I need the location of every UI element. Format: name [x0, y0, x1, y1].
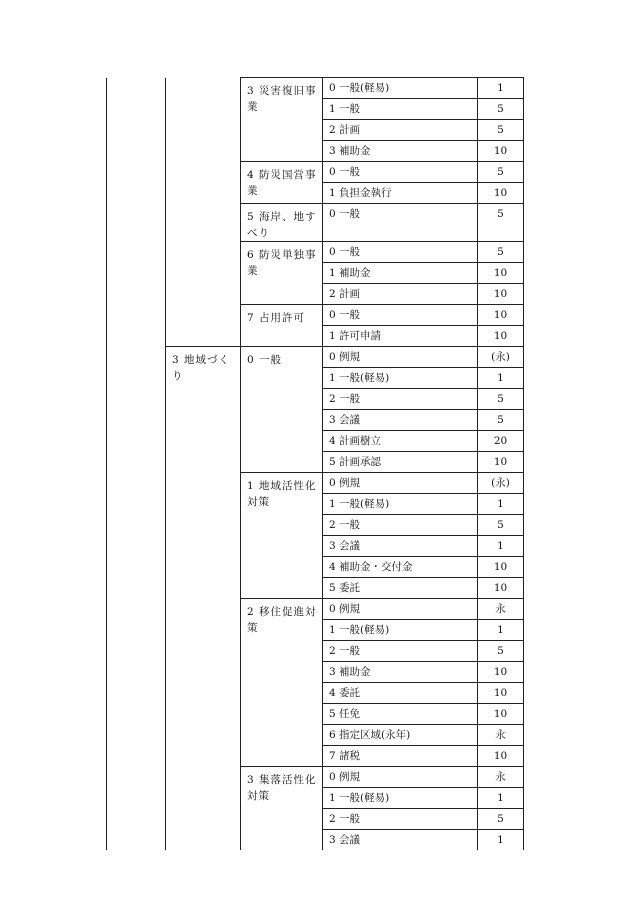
retention-cell: [478, 704, 524, 725]
detail-text: 0 例規: [329, 603, 361, 615]
detail-cell: [323, 242, 478, 263]
retention-cell: [478, 284, 524, 305]
retention-cell: [478, 305, 524, 326]
retention-period: 10: [493, 708, 508, 720]
retention-cell: [478, 557, 524, 578]
detail-text: 0 例規: [329, 351, 361, 363]
detail-cell: [323, 431, 478, 452]
retention-cell: [478, 162, 524, 183]
retention-period: 1: [497, 498, 504, 510]
category-cell: [241, 78, 323, 162]
retention-period: 5: [497, 103, 504, 115]
retention-period: 5: [497, 414, 504, 426]
detail-text: 3 会議: [329, 540, 361, 552]
detail-text: 0 例規: [329, 477, 361, 489]
detail-text: 1 一般(軽易): [329, 624, 390, 636]
retention-period: 10: [493, 145, 508, 157]
retention-cell: [478, 830, 524, 851]
detail-cell: [323, 578, 478, 599]
retention-period: 1: [497, 834, 504, 846]
retention-period: 1: [497, 624, 504, 636]
detail-text: 0 一般: [329, 208, 361, 220]
retention-cell: [478, 641, 524, 662]
detail-text: 1 負担金執行: [329, 187, 392, 199]
retention-cell: [478, 242, 524, 263]
detail-text: 1 一般(軽易): [329, 372, 390, 384]
detail-text: 0 一般: [329, 166, 361, 178]
detail-cell: [323, 641, 478, 662]
detail-cell: [323, 99, 478, 120]
detail-text: 1 許可申請: [329, 330, 382, 342]
detail-cell: [323, 515, 478, 536]
detail-text: 2 一般: [329, 645, 361, 657]
retention-period: 10: [493, 267, 508, 279]
detail-text: 4 補助金・交付金: [329, 561, 413, 573]
retention-cell: [478, 620, 524, 641]
category-label: 3 集落活性化対策: [247, 774, 317, 802]
retention-cell: [478, 809, 524, 830]
detail-cell: [323, 263, 478, 284]
retention-period: 10: [493, 330, 508, 342]
detail-text: 6 指定区域(永年): [329, 729, 411, 741]
detail-cell: [323, 141, 478, 162]
retention-period: (永): [491, 477, 510, 489]
detail-text: 2 計画: [329, 288, 361, 300]
detail-text: 0 一般(軽易): [329, 82, 390, 94]
retention-period: 10: [493, 288, 508, 300]
retention-cell: [478, 536, 524, 557]
detail-text: 2 一般: [329, 813, 361, 825]
category-cell: [241, 242, 323, 305]
detail-text: 2 計画: [329, 124, 361, 136]
detail-cell: [323, 162, 478, 183]
category-label: 0 一般: [247, 354, 283, 366]
retention-cell: [478, 368, 524, 389]
retention-period: 10: [493, 687, 508, 699]
detail-text: 2 一般: [329, 393, 361, 405]
detail-cell: [323, 78, 478, 99]
detail-cell: [323, 830, 478, 851]
detail-cell: [323, 662, 478, 683]
detail-text: 5 任免: [329, 708, 361, 720]
detail-cell: [323, 788, 478, 809]
retention-cell: [478, 725, 524, 746]
category-cell: [241, 305, 323, 347]
retention-cell: [478, 410, 524, 431]
detail-text: 1 補助金: [329, 267, 371, 279]
retention-period: 10: [493, 561, 508, 573]
retention-period: 1: [497, 792, 504, 804]
retention-cell: [478, 183, 524, 204]
category-label: 1 地域活性化対策: [247, 480, 317, 508]
retention-period: 5: [497, 246, 504, 258]
category-label: 3 災害復旧事業: [247, 85, 317, 113]
retention-cell: [478, 578, 524, 599]
retention-cell: [478, 515, 524, 536]
detail-text: 3 補助金: [329, 145, 371, 157]
detail-cell: [323, 347, 478, 368]
retention-schedule-table: [106, 77, 524, 850]
retention-period: (永): [491, 351, 510, 363]
retention-period: 5: [497, 519, 504, 531]
table-row: [107, 78, 524, 99]
detail-cell: [323, 326, 478, 347]
category-label: 7 占用許可: [247, 312, 306, 324]
table-row: [107, 347, 524, 368]
category-label: 6 防災単独事業: [247, 249, 317, 277]
detail-cell: [323, 767, 478, 788]
sub-category-label: 3 地域づくり: [172, 354, 231, 382]
detail-text: 0 例規: [329, 771, 361, 783]
detail-cell: [323, 725, 478, 746]
detail-text: 4 委託: [329, 687, 361, 699]
detail-text: 1 一般(軽易): [329, 498, 390, 510]
category-cell: [241, 599, 323, 767]
retention-cell: [478, 599, 524, 620]
retention-period: 5: [497, 124, 504, 136]
retention-period: 1: [497, 82, 504, 94]
detail-cell: [323, 305, 478, 326]
retention-period: 永: [495, 771, 506, 783]
retention-period: 5: [497, 166, 504, 178]
retention-period: 5: [497, 645, 504, 657]
detail-cell: [323, 368, 478, 389]
detail-text: 1 一般(軽易): [329, 792, 390, 804]
retention-cell: [478, 326, 524, 347]
category-cell: [241, 347, 323, 473]
retention-cell: [478, 494, 524, 515]
sub-category-cell: [166, 78, 241, 347]
sub-category-cell: [166, 347, 241, 851]
retention-cell: [478, 431, 524, 452]
retention-cell: [478, 78, 524, 99]
detail-text: 7 諸税: [329, 750, 361, 762]
detail-cell: [323, 410, 478, 431]
retention-cell: [478, 683, 524, 704]
detail-cell: [323, 183, 478, 204]
table-body: [107, 78, 524, 851]
retention-period: 10: [493, 309, 508, 321]
detail-text: 3 補助金: [329, 666, 371, 678]
detail-cell: [323, 599, 478, 620]
category-cell: [241, 767, 323, 851]
retention-cell: [478, 746, 524, 767]
detail-cell: [323, 473, 478, 494]
retention-period: 10: [493, 750, 508, 762]
detail-text: 3 会議: [329, 414, 361, 426]
category-label: 2 移住促進対策: [247, 606, 317, 634]
detail-text: 4 計画樹立: [329, 435, 382, 447]
retention-cell: [478, 204, 524, 242]
detail-cell: [323, 809, 478, 830]
outer-category-cell: [107, 78, 166, 851]
retention-period: 20: [493, 435, 508, 447]
retention-cell: [478, 120, 524, 141]
retention-period: 永: [495, 729, 506, 741]
retention-period: 10: [493, 666, 508, 678]
category-cell: [241, 162, 323, 204]
detail-text: 0 一般: [329, 309, 361, 321]
detail-text: 5 計画承認: [329, 456, 382, 468]
detail-cell: [323, 557, 478, 578]
retention-cell: [478, 767, 524, 788]
category-cell: [241, 473, 323, 599]
retention-cell: [478, 473, 524, 494]
detail-cell: [323, 494, 478, 515]
detail-cell: [323, 746, 478, 767]
retention-cell: [478, 788, 524, 809]
detail-text: 1 一般: [329, 103, 361, 115]
retention-period: 5: [497, 208, 504, 220]
retention-period: 1: [497, 540, 504, 552]
retention-period: 5: [497, 393, 504, 405]
detail-cell: [323, 284, 478, 305]
retention-cell: [478, 141, 524, 162]
detail-cell: [323, 620, 478, 641]
detail-cell: [323, 120, 478, 141]
detail-cell: [323, 704, 478, 725]
retention-cell: [478, 389, 524, 410]
retention-period: 10: [493, 582, 508, 594]
detail-cell: [323, 683, 478, 704]
detail-cell: [323, 536, 478, 557]
category-cell: [241, 204, 323, 242]
retention-cell: [478, 347, 524, 368]
retention-period: 永: [495, 603, 506, 615]
category-label: 5 海岸、地すべり: [247, 211, 317, 239]
detail-text: 3 会議: [329, 834, 361, 846]
retention-cell: [478, 662, 524, 683]
retention-cell: [478, 452, 524, 473]
detail-text: 0 一般: [329, 246, 361, 258]
detail-cell: [323, 389, 478, 410]
retention-cell: [478, 99, 524, 120]
retention-period: 5: [497, 813, 504, 825]
retention-period: 10: [493, 456, 508, 468]
detail-text: 2 一般: [329, 519, 361, 531]
retention-period: 1: [497, 372, 504, 384]
retention-cell: [478, 263, 524, 284]
detail-text: 5 委託: [329, 582, 361, 594]
detail-cell: [323, 204, 478, 242]
category-label: 4 防災国営事業: [247, 169, 317, 197]
detail-cell: [323, 452, 478, 473]
retention-period: 10: [493, 187, 508, 199]
